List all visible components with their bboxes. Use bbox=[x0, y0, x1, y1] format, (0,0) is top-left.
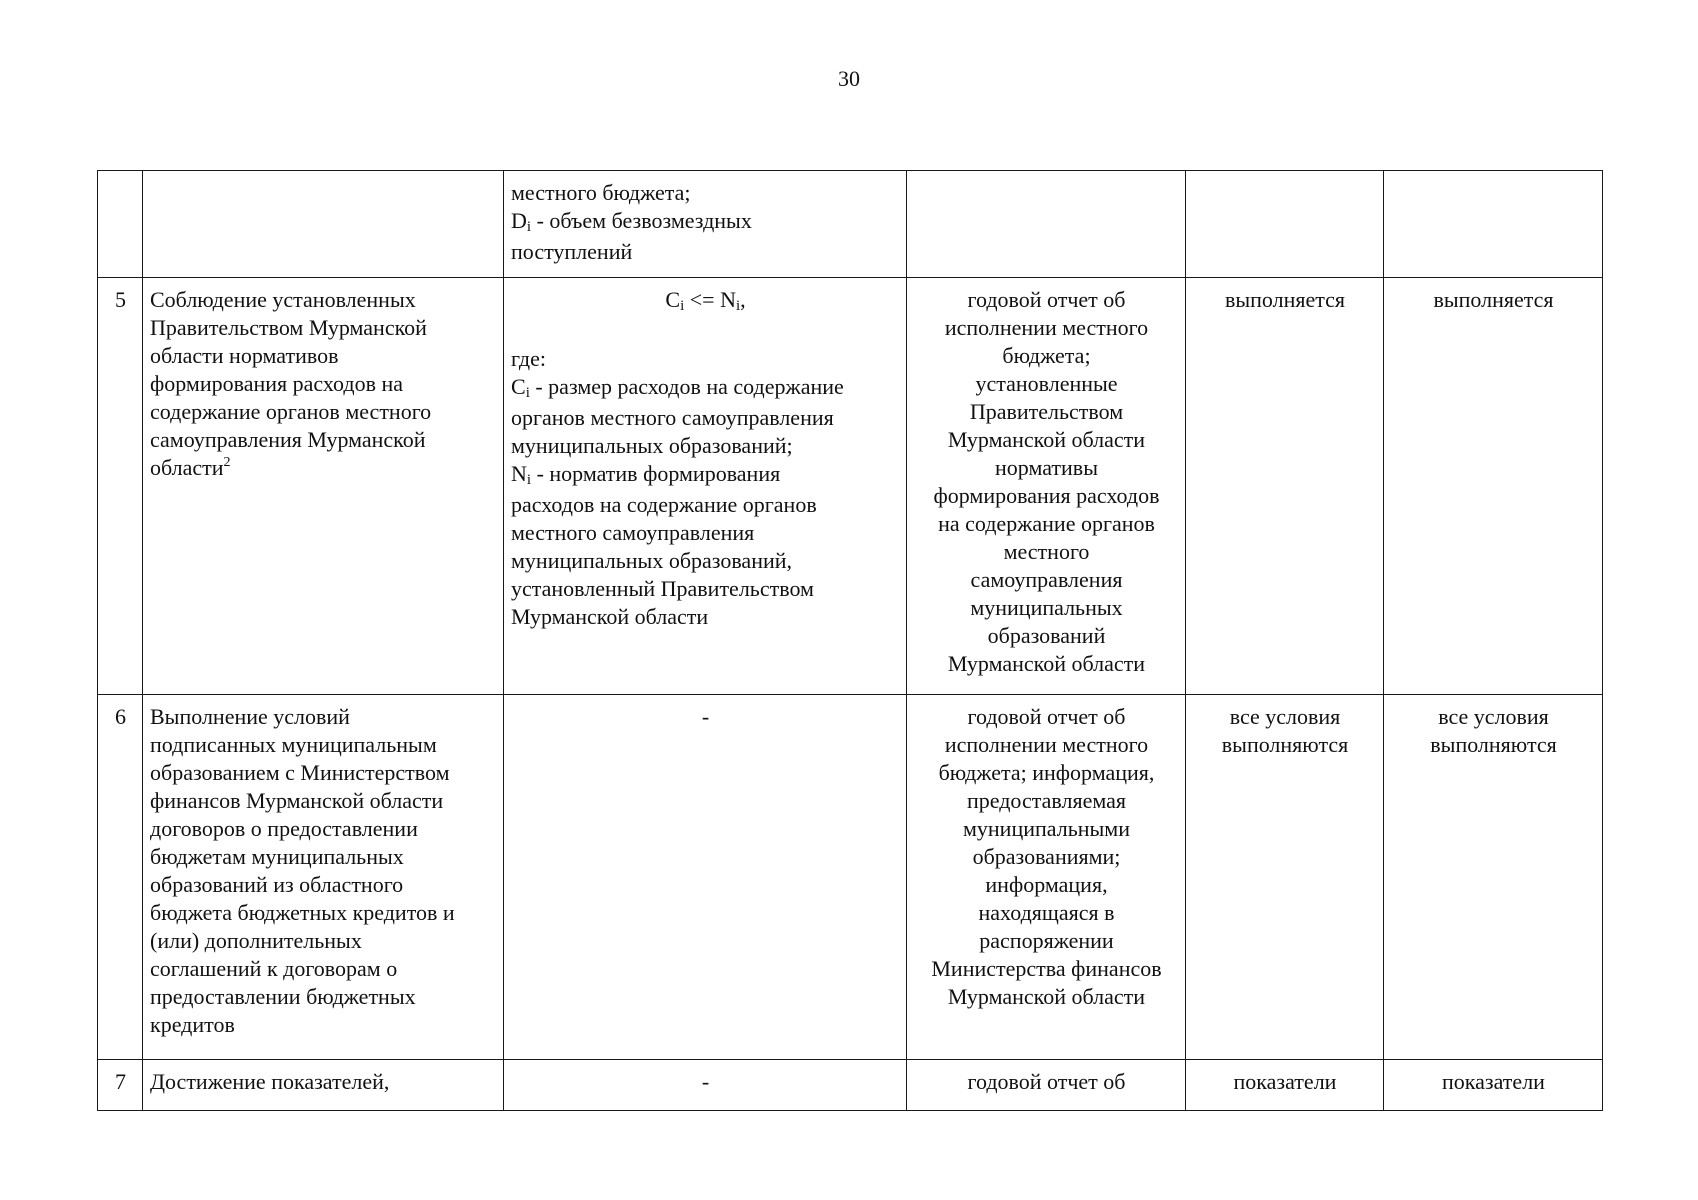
name-line: подписанных муниципальным bbox=[150, 732, 437, 757]
source-cell bbox=[907, 1060, 1186, 1111]
source-line: годовой отчет об bbox=[967, 1069, 1126, 1094]
status-text: выполняется bbox=[1433, 287, 1554, 312]
source-line: Мурманской области bbox=[947, 651, 1146, 676]
source-line: нормативы bbox=[995, 455, 1098, 480]
name-line: области$^2$ bbox=[150, 455, 231, 480]
source-line: Мурманской области bbox=[947, 984, 1146, 1009]
row-number-cell: 5 bbox=[98, 278, 143, 695]
source-line: информация, bbox=[985, 872, 1108, 897]
name-line: договоров о предоставлении bbox=[150, 816, 418, 841]
source-line: установленные bbox=[975, 371, 1118, 396]
formula: $C_i <= N_i$, bbox=[665, 287, 746, 314]
status-cell bbox=[1384, 1060, 1603, 1111]
status-cell bbox=[1186, 278, 1384, 695]
table-row-continuation bbox=[98, 171, 1603, 278]
source-line: муниципальными bbox=[962, 816, 1130, 841]
source-line: Правительством bbox=[969, 399, 1124, 424]
indicator-name-cell bbox=[143, 278, 504, 695]
name-line: самоуправления Мурманской bbox=[150, 427, 426, 452]
source-line: формирования расходов bbox=[933, 483, 1160, 508]
desc-line: $D_i$ - объем безвозмездных bbox=[511, 208, 752, 235]
source-line: бюджета; bbox=[1002, 343, 1091, 368]
status-text: выполняется bbox=[1224, 287, 1346, 312]
desc-line: муниципальных образований; bbox=[511, 433, 793, 458]
status-text: показатели bbox=[1442, 1069, 1545, 1094]
indicator-name-cell bbox=[143, 695, 504, 1060]
source-line: находящаяся в bbox=[978, 900, 1115, 925]
source-line: предоставляемая bbox=[966, 788, 1127, 813]
page-number: 30 bbox=[838, 66, 860, 91]
status-text: выполняются bbox=[1221, 732, 1349, 757]
name-line: кредитов bbox=[150, 1012, 235, 1037]
name-line: формирования расходов на bbox=[150, 371, 404, 396]
name-line: Выполнение условий bbox=[150, 704, 350, 729]
name-line: содержание органов местного bbox=[150, 399, 432, 424]
criteria-table bbox=[97, 170, 1603, 1111]
status-text: показатели bbox=[1233, 1069, 1337, 1094]
source-line: самоуправления bbox=[970, 567, 1123, 592]
formula-dash: - bbox=[701, 1069, 710, 1094]
formula-cell bbox=[504, 278, 907, 695]
row-number-cell: 6 bbox=[98, 695, 143, 1060]
name-line: Достижение показателей, bbox=[150, 1069, 390, 1094]
name-line: (или) дополнительных bbox=[150, 928, 362, 953]
row-number-cell: 7 bbox=[98, 1060, 143, 1111]
source-line: на содержание органов bbox=[938, 511, 1155, 536]
desc-line: расходов на содержание органов bbox=[511, 492, 817, 517]
name-line: Правительством Мурманской bbox=[150, 315, 427, 340]
source-cell bbox=[907, 278, 1186, 695]
status-cell bbox=[1384, 695, 1603, 1060]
source-line: годовой отчет об bbox=[967, 704, 1126, 729]
status-cell bbox=[1384, 171, 1603, 278]
name-line: бюджетам муниципальных bbox=[150, 844, 404, 869]
status-text: все условия bbox=[1438, 704, 1549, 729]
desc-line: $N_i$ - норматив формирования bbox=[511, 461, 781, 488]
source-cell bbox=[907, 695, 1186, 1060]
source-line: бюджета; информация, bbox=[938, 760, 1155, 785]
table-row-5 bbox=[98, 278, 1603, 695]
name-line: предоставлении бюджетных bbox=[150, 984, 416, 1009]
desc-line: органов местного самоуправления bbox=[511, 405, 834, 430]
name-line: образованием с Министерством bbox=[150, 760, 450, 785]
source-line: местного bbox=[1003, 539, 1090, 564]
source-line: исполнении местного bbox=[944, 315, 1149, 340]
source-line: Мурманской области bbox=[947, 427, 1146, 452]
desc-line: поступлений bbox=[511, 239, 633, 264]
indicator-name-cell bbox=[143, 171, 504, 278]
desc-line: установленный Правительством bbox=[511, 576, 814, 601]
desc-line: Мурманской области bbox=[511, 604, 709, 629]
name-line: бюджета бюджетных кредитов и bbox=[150, 900, 455, 925]
name-line: образований из областного bbox=[150, 872, 404, 897]
source-line: муниципальных bbox=[970, 595, 1123, 620]
source-line: образованиями; bbox=[972, 844, 1121, 869]
status-text: выполняются bbox=[1430, 732, 1557, 757]
source-line: распоряжении bbox=[979, 928, 1114, 953]
formula-cell bbox=[504, 1060, 907, 1111]
source-line: Министерства финансов bbox=[931, 956, 1162, 981]
table-row-6 bbox=[98, 695, 1603, 1060]
status-text: все условия bbox=[1229, 704, 1341, 729]
name-line: финансов Мурманской области bbox=[150, 788, 444, 813]
status-cell bbox=[1186, 1060, 1384, 1111]
desc-line: муниципальных образований, bbox=[511, 548, 793, 573]
formula-dash: - bbox=[701, 704, 710, 729]
where-label: где: bbox=[511, 346, 546, 371]
indicator-name-cell bbox=[143, 1060, 504, 1111]
formula-cell bbox=[504, 171, 907, 278]
name-line: области нормативов bbox=[150, 343, 339, 368]
desc-line: местного самоуправления bbox=[511, 520, 755, 545]
source-line: годовой отчет об bbox=[967, 287, 1126, 312]
source-cell bbox=[907, 171, 1186, 278]
table-row-7 bbox=[98, 1060, 1603, 1111]
row-number-cell bbox=[98, 171, 143, 278]
formula-cell bbox=[504, 695, 907, 1060]
footnote-marker: 2 bbox=[223, 455, 231, 470]
source-line: исполнении местного bbox=[944, 732, 1149, 757]
name-line: Соблюдение установленных bbox=[150, 287, 416, 312]
status-cell bbox=[1186, 171, 1384, 278]
status-cell bbox=[1384, 278, 1603, 695]
name-line: соглашений к договорам о bbox=[150, 956, 398, 981]
desc-line: $C_i$ - размер расходов на содержание bbox=[511, 374, 844, 401]
status-cell bbox=[1186, 695, 1384, 1060]
desc-line: местного бюджета; bbox=[511, 180, 691, 205]
source-line: образований bbox=[987, 623, 1106, 648]
